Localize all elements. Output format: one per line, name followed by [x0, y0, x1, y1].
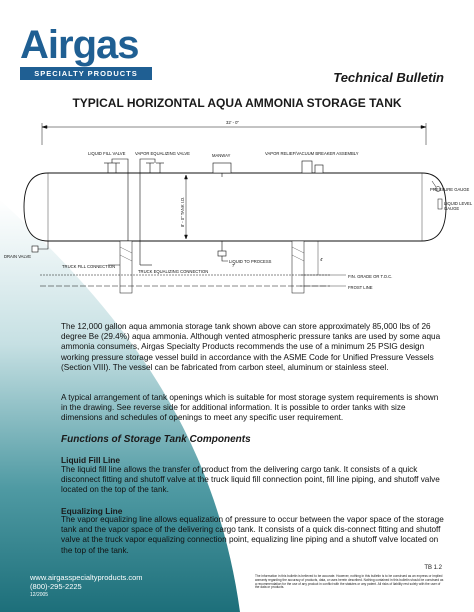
phone-number: (800)-295-2225: [30, 582, 82, 591]
liquid-to-process-icon: [218, 241, 228, 261]
section-heading: Functions of Storage Tank Components: [61, 434, 251, 445]
tb-number: TB 1.2: [424, 565, 442, 571]
support-left: [120, 241, 132, 293]
vapor-equalizing-valve-label: VAPOR EQUALIZING VALVE: [135, 151, 190, 156]
liquid-level-gauge-label-2: GAUGE: [444, 206, 460, 211]
fin-grade-label: FIN. GRADE OR T.O.C.: [348, 274, 393, 279]
component-text-fill: The liquid fill line allows the transfer of product from the delivering cargo tank. It consists of a quick disconnect fitting and shutoff valve at the truck liquid fill connection point, fill line piping, and shutoff valve located on the top of the tank.: [61, 465, 440, 495]
pressure-gauge-label: PRESSURE GAUGE: [430, 187, 470, 192]
truck-equalizing-label: TRUCK EQUALIZING CONNECTION: [138, 269, 209, 274]
manway-label: MANWAY: [212, 153, 231, 158]
intro-paragraph: The 12,000 gallon aqua ammonia storage tank shown above can store approximately 85,000 lbs of 26 degree Be (29.4%) aqua ammonia. Although vented atmospheric pressure tanks are used by some aqua ammonia consumers, Airgas Specialty Products recommends the use of a minimum 25 PSIG design working pressure storage vessel build in accordance with the ASME Code for Unified Pressure Vessels (Section VIII). The vessel can be fabricated from carbon steel, aluminum or stainless steel.: [61, 322, 441, 372]
page-title: TYPICAL HORIZONTAL AQUA AMMONIA STORAGE TANK: [72, 96, 402, 110]
tank-diagram: [0, 115, 474, 310]
logo-tagline: SPECIALTY PRODUCTS: [20, 67, 152, 80]
vapor-equalizing-valve-icon: [146, 163, 164, 173]
airgas-logo: [20, 24, 152, 80]
liquid-fill-valve-label: LIQUID FILL VALVE: [88, 151, 126, 156]
length-label: 32' - 0": [226, 120, 239, 125]
footer-date: 12/2005: [30, 592, 49, 598]
length-dimension: [42, 123, 426, 145]
disclaimer: The information in this bulletin is believed to be accurate. However, nothing in this bulletin is to be construed as an express or implied warranty regarding the accuracy of products, data, or uses herein described. Nothing contained in this bulletin should be construed as a recommendation for the use of any product in conflict with the statutes or any patent. All risks of liability rest solely with the user of the data or products.: [255, 574, 444, 590]
tank-body: [24, 173, 446, 241]
height-dim-label: 4': [320, 257, 324, 262]
height-dim-left-label: 7': [232, 263, 236, 268]
logo-wordmark: Airgas: [20, 23, 139, 67]
component-title-equalizing: Equalizing Line: [61, 506, 123, 516]
support-right: [292, 241, 304, 293]
footer-contact: [30, 573, 143, 600]
vapor-relief-icon: [302, 161, 323, 173]
tank-id-label: 8' - 0" TANK I.D.: [180, 196, 185, 227]
liquid-fill-valve-icon: [104, 163, 120, 173]
drain-valve-icon: [32, 241, 48, 252]
liquid-to-process-label: LIQUID TO PROCESS: [229, 259, 272, 264]
arrangement-paragraph: A typical arrangement of tank openings which is suitable for most storage system requirements is shown in the drawing. See reverse side for additional information. It is possible to order tanks with size dimensions and schedules of openings to meet any specific user requirement.: [61, 393, 439, 423]
component-text-equalizing: The vapor equalizing line allows equalization of pressure to occur between the vapor space of the storage tank and the vapor space of the delivering cargo tank. It consists of a quick dis-connect fitting and shutoff valve at the truck vapor equalizing connection point, equalizing line piping and a shutoff valve located on the top of the tank.: [61, 515, 444, 555]
bulletin-label: Technical Bulletin: [333, 70, 444, 85]
truck-fill-label: TRUCK FILL CONNECTION: [62, 264, 116, 269]
liquid-level-gauge-icon: [438, 199, 442, 209]
vapor-relief-label: VAPOR RELIEF/VACUUM BREAKER ASSEMBLY: [265, 151, 359, 156]
component-title-fill: Liquid Fill Line: [61, 455, 121, 465]
website-link[interactable]: www.airgasspecialtyproducts.com: [30, 573, 143, 582]
liquid-level-gauge-label: LIQUID LEVEL: [444, 201, 473, 206]
drain-valve-label: DRAIN VALVE: [4, 254, 32, 259]
frost-line-label: FROST LINE: [348, 285, 373, 290]
